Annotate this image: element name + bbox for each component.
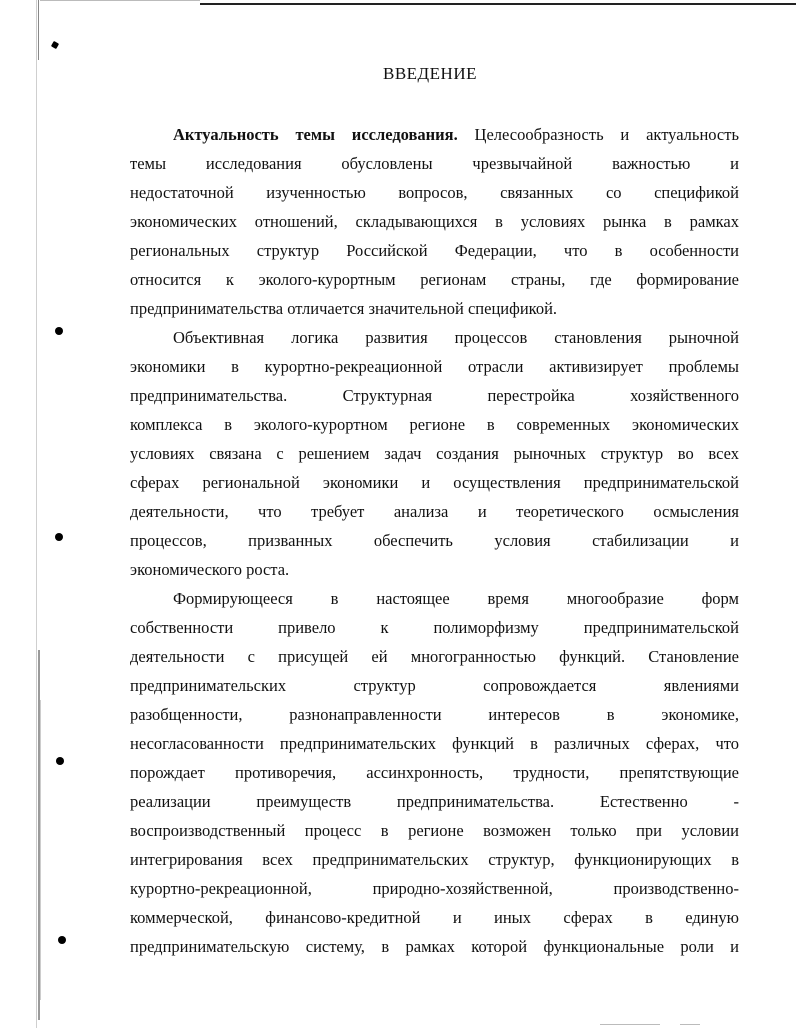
scan-artifact-line xyxy=(200,3,796,5)
text-line: воспроизводственный процесс в регионе возможен только при условии xyxy=(130,821,739,840)
scan-artifact-line xyxy=(600,1024,660,1025)
text-line: предпринимательства. Структурная перестройка хозяйственного xyxy=(130,386,739,405)
text-line: региональных структур Российской Федерации, что в особенности xyxy=(130,241,739,260)
text-line xyxy=(130,120,739,149)
text-line: экономических отношений, складывающихся в условиях рынка в рамках xyxy=(130,212,739,231)
text-line: разобщенности, разнонаправленности интересов в экономике, xyxy=(130,705,739,724)
punch-hole xyxy=(56,757,64,765)
scan-artifact-line xyxy=(680,1024,700,1025)
text-line: курортно-рекреационной, природно-хозяйственной, производственно- xyxy=(130,879,739,898)
text-line: Формирующееся в настоящее время многообразие форм xyxy=(173,589,739,608)
text-line: предпринимательства отличается значительной спецификой. xyxy=(130,299,558,318)
punch-hole xyxy=(55,533,63,541)
text-line: сферах региональной экономики и осуществления предпринимательской xyxy=(130,473,739,492)
text-line: предпринимательских структур сопровождается явлениями xyxy=(130,676,739,695)
scan-artifact-line xyxy=(40,0,200,1)
text-line: комплекса в эколого-курортном регионе в современных экономических xyxy=(130,415,739,434)
text-line: деятельности с присущей ей многогранностью функций. Становление xyxy=(130,647,739,666)
text-line: порождает противоречия, ассинхронность, трудности, препятствующие xyxy=(130,763,739,782)
text-line: собственности привело к полиморфизму предпринимательской xyxy=(130,618,739,637)
punch-hole xyxy=(55,327,63,335)
text-line: условиях связана с решением задач создания рыночных структур во всех xyxy=(130,444,739,463)
text-line: темы исследования обусловлены чрезвычайной важностью и xyxy=(130,154,739,173)
text-line: реализации преимуществ предпринимательства. Естественно - xyxy=(130,792,739,811)
scan-artifact-edge xyxy=(38,0,39,60)
text-line: относится к эколого-курортным регионам страны, где формирование xyxy=(130,270,739,289)
text-line: недостаточной изученностью вопросов, связанных со спецификой xyxy=(130,183,739,202)
text-line: экономического роста. xyxy=(130,560,290,579)
scan-artifact-edge xyxy=(36,0,37,1028)
text-line-content: Целесообразность и актуальность xyxy=(457,125,739,144)
text-line: деятельности, что требует анализа и теоретического осмысления xyxy=(130,502,739,521)
scan-artifact-edge xyxy=(40,700,41,1000)
body-text xyxy=(130,120,739,961)
lead-phrase: Актуальность темы исследования. xyxy=(173,125,458,144)
page-title: ВВЕДЕНИЕ xyxy=(383,64,477,83)
text-line: несогласованности предпринимательских функций в различных сферах, что xyxy=(130,734,739,753)
text-line: предпринимательскую систему, в рамках которой функциональные роли и xyxy=(130,937,739,956)
text-line: интегрирования всех предпринимательских структур, функционирующих в xyxy=(130,850,739,869)
text-line: коммерческой, финансово-кредитной и иных сферах в единую xyxy=(130,908,739,927)
text-line: Объективная логика развития процессов становления рыночной xyxy=(173,328,739,347)
text-line: экономики в курортно-рекреационной отрасли активизирует проблемы xyxy=(130,357,739,376)
text-line: процессов, призванных обеспечить условия стабилизации и xyxy=(130,531,739,550)
punch-hole xyxy=(58,936,66,944)
scan-speck xyxy=(51,41,59,49)
